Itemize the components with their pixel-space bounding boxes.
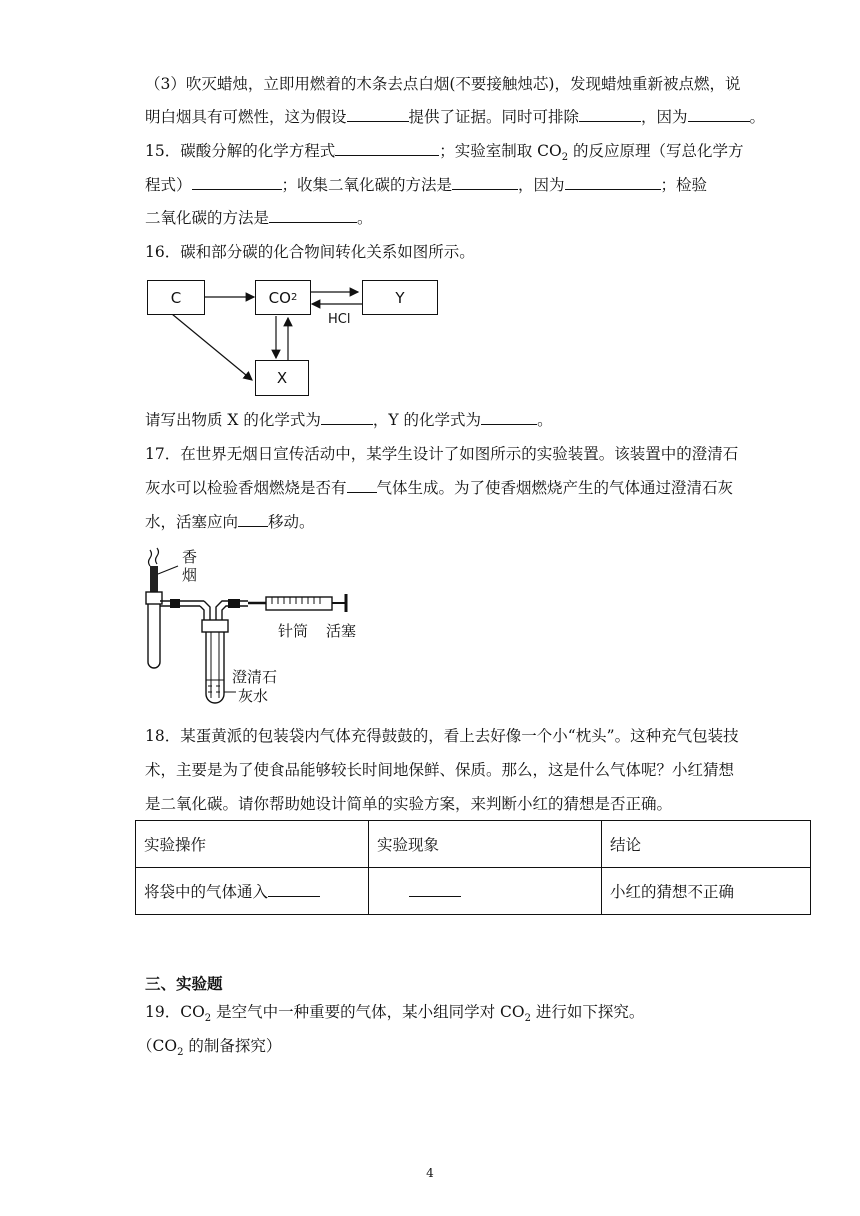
q14-part3-line2: [145, 107, 765, 127]
stopper-left: [146, 592, 162, 604]
q14-text: ，因为: [641, 108, 688, 126]
q15-text: 程式）: [145, 176, 192, 194]
answer-blank[interactable]: [579, 107, 641, 122]
q19-text: 进行如下探究。: [530, 1003, 645, 1021]
subscript: 2: [561, 152, 569, 164]
label-cigarette-1: 香: [182, 548, 198, 566]
answer-blank[interactable]: [321, 410, 373, 425]
label-syringe: 针筒: [278, 622, 309, 640]
q15-text: ；实验室制取 CO: [439, 142, 562, 160]
q15-line3: [145, 208, 373, 228]
subscript: 2: [524, 1013, 531, 1025]
q15-text: 15．碳酸分解的化学方程式: [145, 142, 336, 160]
answer-blank[interactable]: [565, 175, 661, 190]
answer-blank[interactable]: [347, 107, 409, 122]
q14-text: 明白烟具有可燃性，这为假设: [145, 108, 347, 126]
box-x: X: [255, 360, 309, 396]
q16-text: 。: [537, 411, 553, 429]
cigarette-apparatus: [140, 544, 380, 712]
table-header: 实验操作: [136, 821, 369, 868]
q17-text: 移动。: [268, 513, 315, 531]
table-cell: 小红的猜想不正确: [602, 868, 811, 915]
q14-part3-line1: （3）吹灭蜡烛，立即用燃着的木条去点白烟(不要接触烛芯)，发现蜡烛重新被点燃，说: [145, 75, 741, 93]
q15-text: 二氧化碳的方法是: [145, 209, 270, 227]
table-cell: [136, 868, 369, 915]
q17-text: 气体生成。为了使香烟燃烧产生的气体通过澄清石灰: [376, 479, 734, 497]
q15-text: 的反应原理（写总化学方: [568, 142, 744, 160]
q16-ask: [145, 410, 553, 430]
q18-line1: 18．某蛋黄派的包装袋内气体充得鼓鼓的，看上去好像一个小“枕头”。这种充气包装技: [145, 727, 739, 745]
label-cigarette-2: 烟: [182, 566, 198, 584]
cell-text: 将袋中的气体通入: [144, 883, 269, 901]
carbon-diagram: [140, 276, 450, 398]
q19-text: 19．CO: [145, 1003, 205, 1021]
table-header: 结论: [602, 821, 811, 868]
q19-text: 是空气中一种重要的气体，某小组同学对 CO: [211, 1003, 525, 1021]
box-co2-label: CO: [268, 288, 291, 307]
test-tube-left: [148, 604, 160, 668]
experiment-table: [135, 820, 811, 915]
q17-text: 水，活塞应向: [145, 513, 239, 531]
subscript: 2: [204, 1013, 212, 1025]
label-limewater-1: 澄清石: [232, 668, 278, 686]
answer-blank[interactable]: [688, 107, 750, 122]
q15-line2: [145, 175, 707, 195]
answer-blank[interactable]: [269, 208, 357, 223]
q17-text: 灰水可以检验香烟燃烧是否有: [145, 479, 347, 497]
answer-blank[interactable]: [481, 410, 537, 425]
q14-text: 。: [749, 108, 766, 126]
q14-text: 提供了证据。同时可排除: [408, 108, 580, 126]
q19-line2: [137, 1036, 281, 1063]
q16-stem: 16．碳和部分碳的化合物间转化关系如图所示。: [145, 243, 475, 261]
q15-text: ；收集二氧化碳的方法是: [281, 176, 453, 194]
q16-text: ，Y 的化学式为: [372, 411, 482, 429]
arrow-c-to-x: [172, 314, 252, 380]
section-heading: 三、实验题: [145, 974, 223, 993]
answer-blank[interactable]: [347, 478, 377, 493]
box-c: C: [147, 280, 205, 315]
answer-blank[interactable]: [238, 512, 268, 527]
q16-text: 请写出物质 X 的化学式为: [145, 411, 321, 429]
answer-blank[interactable]: [409, 882, 461, 897]
cigarette: [150, 566, 158, 592]
page-number: 4: [426, 1166, 434, 1180]
hcl-label: HCl: [328, 312, 351, 327]
table-cell: [369, 868, 602, 915]
answer-blank[interactable]: [335, 141, 439, 156]
table-header: 实验现象: [369, 821, 602, 868]
box-y: Y: [362, 280, 438, 315]
table-header-row: [136, 821, 811, 868]
box-co2: [255, 280, 311, 315]
subscript: 2: [177, 1047, 184, 1059]
q15-text: 。: [357, 209, 373, 227]
q19-text: 的制备探究）: [183, 1037, 282, 1055]
answer-blank[interactable]: [192, 175, 282, 190]
smoke-icon: [149, 550, 152, 566]
table-row: [136, 868, 811, 915]
q19-text: （CO: [137, 1037, 178, 1055]
answer-blank[interactable]: [268, 882, 320, 897]
label-limewater-2: 灰水: [238, 687, 269, 705]
q17-line2: [145, 478, 733, 498]
syringe: [266, 597, 332, 610]
subscript: 2: [290, 292, 298, 303]
q15-text: ；检验: [660, 176, 708, 194]
q15-line1: [145, 141, 744, 168]
q18-line2: 术，主要是为了使食品能够较长时间地保鲜、保质。那么，这是什么气体呢？小红猜想: [145, 761, 735, 779]
answer-blank[interactable]: [452, 175, 518, 190]
q19-line1: [145, 1002, 644, 1029]
q17-line3: [145, 512, 315, 532]
q15-text: ，因为: [518, 176, 565, 194]
q17-line1: 17．在世界无烟日宣传活动中，某学生设计了如图所示的实验装置。该装置中的澄清石: [145, 445, 739, 463]
stopper-right: [202, 620, 228, 632]
label-plunger: 活塞: [326, 622, 357, 640]
q18-line3: 是二氧化碳。请你帮助她设计简单的实验方案，来判断小红的猜想是否正确。: [145, 795, 673, 813]
